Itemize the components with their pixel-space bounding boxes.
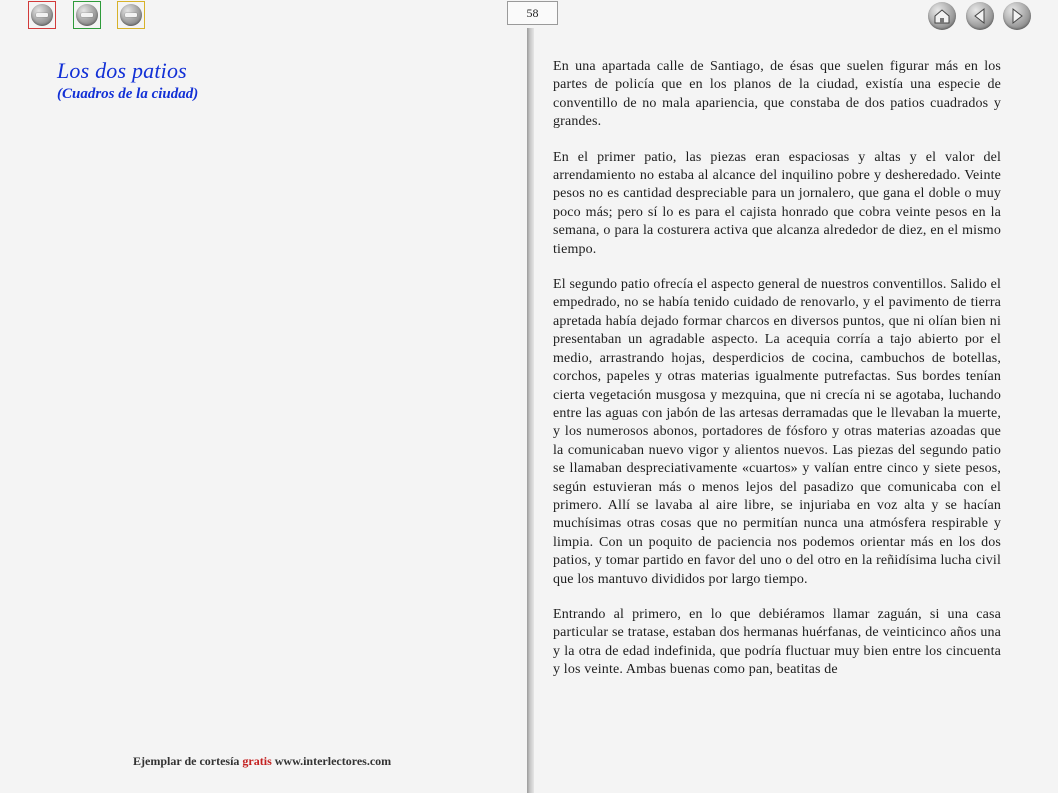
page-text: [553, 58, 1001, 697]
book-spine: [527, 28, 534, 793]
paragraph: Entrando al primero, en lo que debiéramos llamar zaguán, si una casa particular se tratase, estaban dos hermanas huérfanas, de veinticinco años una y la otra de edad indefinida, que podría fluctuar muy bien entre los cincuenta y los veinte. Ambas buenas como pan, beatitas de: [553, 606, 1001, 678]
home-button[interactable]: [928, 2, 956, 30]
book-subtitle: (Cuadros de la ciudad): [57, 86, 199, 102]
paragraph: El segundo patio ofrecía el aspecto general de nuestros conventillos. Salido el empedrado, no se había tenido cuidado de renovarlo, y el pavimento de tierra apretada había dejado formar charcos en diversos puntos, que ni olían bien ni presentaban un agradable aspecto. La acequia corría a tajo abierto por el medio, arrastrando hojas, desperdicios de cocina, cambuchos de botellas, corchos, papeles y otras materias igualmente putrefactas. Sus bordes tenían cierta vegetación musgosa y mezquina, que ni crecía ni se agotaba, luchando entre las aguas con jabón de las artesas derramadas que le llevaban la muerte, y los numerosos abonos, portadores de fósforo y otras materias azoadas que la comunicaban nuevo vigor y alientos nuevos. Las piezas del segundo patio se llamaban despreciativamente «cuartos» y valían entre cinco y siete pesos, según estuvieran más o menos lejos del pasadizo que comunicaba con el primero. Allí se lavaba al aire libre, se injuriaba en voz alta y se hacían muchísimas otras cosas que no permitían nunca una atmósfera respirable y limpia. Con un poquito de paciencia nos podemos orientar más en los dos patios, y tomar partido en favor del uno o del otro en la reñidísima lucha civil que los mantuvo divididos por largo tiempo.: [553, 277, 1001, 587]
green-control-button[interactable]: [73, 1, 101, 29]
footer-prefix: Ejemplar de cortesía: [133, 754, 240, 768]
minus-icon: [120, 4, 142, 26]
page-number: 58: [507, 1, 558, 25]
next-arrow-icon: [1003, 2, 1031, 30]
home-icon: [928, 2, 956, 30]
yellow-control-button[interactable]: [117, 1, 145, 29]
previous-page-button[interactable]: [966, 2, 994, 30]
footer-site-link[interactable]: www.interlectores.com: [274, 754, 392, 768]
book-title: Los dos patios: [57, 58, 187, 83]
previous-arrow-icon: [966, 2, 994, 30]
minus-icon: [31, 4, 53, 26]
next-page-button[interactable]: [1003, 2, 1031, 30]
red-control-button[interactable]: [28, 1, 56, 29]
minus-icon: [76, 4, 98, 26]
footer-note: [133, 754, 391, 769]
paragraph: En una apartada calle de Santiago, de ésas que suelen figurar más en los partes de policía que en los planos de la ciudad, existía una especie de conventillo de no mala apariencia, que constaba de dos patios cuadrados y grandes.: [553, 59, 1001, 130]
footer-gratis: gratis: [242, 754, 272, 768]
paragraph: En el primer patio, las piezas eran espaciosas y altas y el valor del arrendamiento no estaba al alcance del inquilino pobre y desheredado. Veinte pesos no es cantidad despreciable para un jornalero, que gana el doble o muy poco más; pero sí lo es para el cajista honrado que cobra veinte pesos en la semana, o para la costurera activa que alcanza alrededor de diez, en el mismo tiempo.: [553, 149, 1001, 257]
